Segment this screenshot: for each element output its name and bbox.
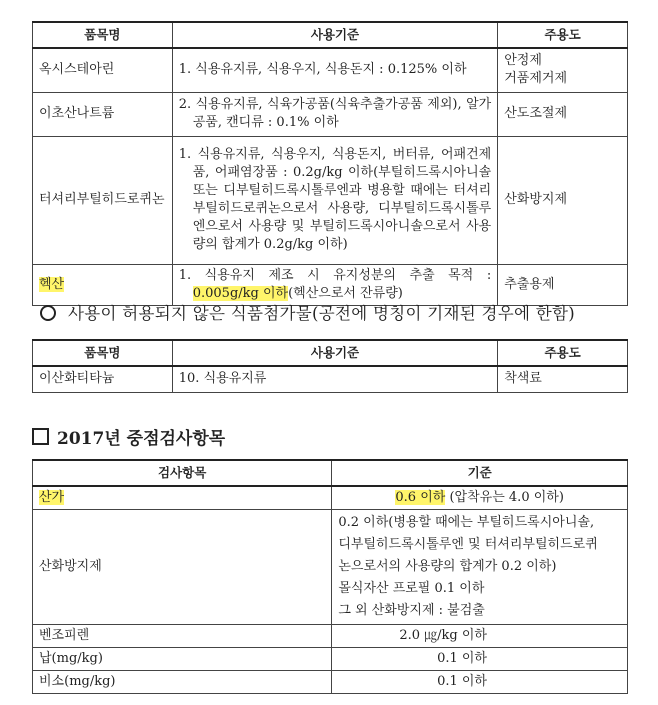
table-row [33, 486, 628, 510]
item-name: 헥산 [33, 264, 173, 305]
item-use: 안정제 거품제거제 [498, 48, 628, 92]
inspection-standard: 0.6 이하 (압착유는 4.0 이하) [332, 486, 628, 510]
header-criteria: 사용기준 [172, 22, 497, 48]
item-use: 착색료 [498, 366, 628, 392]
item-criteria: 1. 식용유지류, 식용우지, 식용돈지 : 0.125% 이하 [172, 48, 497, 92]
table-row [33, 625, 628, 648]
table-row [33, 671, 628, 694]
item-use: 산도조절제 [498, 92, 628, 136]
inspection-standard: 0.1 이하 [332, 648, 628, 671]
inspection-item: 비소(mg/kg) [33, 671, 332, 694]
table-header-row [33, 340, 628, 366]
inspection-standard: 0.1 이하 [332, 671, 628, 694]
additive-standards-table [32, 21, 628, 306]
item-criteria: 1. 식용유지류, 식용우지, 식용돈지, 버터류, 어패건제품, 어패염장품 : 0.2g/kg 이하(부틸히드록시아니솔 또는 디부틸히드록시톨루엔과 병용할 때에는 터셔리부틸히드로퀴논으로서 사용량, 디부틸히드록시톨루엔으로서 사용량 및 부틸히드록시아니솔으로서 사용량의 합계가 0.2g/kg 이하) [172, 136, 497, 264]
highlighted-limit: 0.6 이하 [395, 490, 446, 505]
table-row [33, 48, 628, 92]
prohibited-additives-notice: 사용이 허용되지 않은 식품첨가물(공전에 명칭이 기재된 경우에 한함) [40, 300, 575, 324]
header-criteria: 사용기준 [172, 340, 497, 366]
table-row [33, 366, 628, 392]
table-header-row [33, 22, 628, 48]
table-row [33, 92, 628, 136]
inspection-item: 산화방지제 [33, 510, 332, 625]
checkbox-square-icon [32, 428, 49, 445]
prohibited-additives-table [32, 339, 628, 393]
table-row [33, 510, 628, 625]
inspection-items-table [32, 459, 628, 694]
item-use: 산화방지제 [498, 136, 628, 264]
inspection-standard: 2.0 ㎍/kg 이하 [332, 625, 628, 648]
item-name: 터셔리부틸히드로퀴논 [33, 136, 173, 264]
item-use: 추출용제 [498, 264, 628, 305]
table-row [33, 136, 628, 264]
item-criteria: 1. 식용유지 제조 시 유지성분의 추출 목적 : 0.005g/kg 이하(헥산으로서 잔류량) [172, 264, 497, 305]
inspection-item: 납(mg/kg) [33, 648, 332, 671]
header-standard: 기준 [332, 460, 628, 486]
inspection-item: 벤조피렌 [33, 625, 332, 648]
header-inspection-item: 검사항목 [33, 460, 332, 486]
table-row [33, 648, 628, 671]
circle-bullet-icon [40, 305, 56, 321]
section-title: 2017년 중점검사항목 [32, 424, 225, 449]
item-name: 이초산나트륨 [33, 92, 173, 136]
header-item-name: 품목명 [33, 22, 173, 48]
inspection-standard: 0.2 이하(병용할 때에는 부틸히드록시아니솔, 디부틸히드록시톨루엔 및 터셔리부틸히드로퀴 논으로서의 사용량의 합계가 0.2 이하) 몰식자산 프로필 0.1 이하 그 외 산화방지제 : 불검출 [332, 510, 628, 625]
header-item-name: 품목명 [33, 340, 173, 366]
header-main-use: 주용도 [498, 22, 628, 48]
table-header-row [33, 460, 628, 486]
item-criteria: 2. 식용유지류, 식육가공품(식육추출가공품 제외), 알가공품, 캔디류 : 0.1% 이하 [172, 92, 497, 136]
inspection-item: 산가 [33, 486, 332, 510]
item-criteria: 10. 식용유지류 [172, 366, 497, 392]
highlighted-limit: 0.005g/kg 이하 [192, 285, 289, 301]
item-name: 이산화티타늄 [33, 366, 173, 392]
table-row [33, 264, 628, 305]
header-main-use: 주용도 [498, 340, 628, 366]
item-name: 옥시스테아린 [33, 48, 173, 92]
